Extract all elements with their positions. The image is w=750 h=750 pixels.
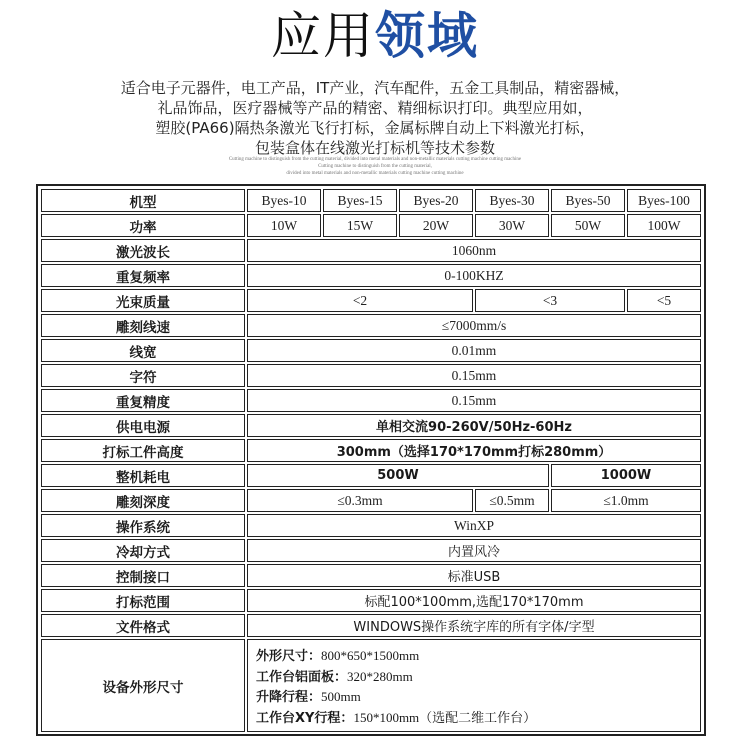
title-part-1: 应用	[271, 7, 375, 65]
row-label-marking-height: 打标工件高度	[41, 439, 245, 462]
dimension-value: 800*650*1500mm	[321, 647, 420, 663]
beam-quality-cell: <2	[247, 289, 473, 312]
power-supply-value: 单相交流90-260V/50Hz-60Hz	[247, 414, 701, 437]
page-title	[0, 6, 750, 66]
model-cell: Byes-10	[247, 189, 321, 212]
precision-value: 0.15mm	[247, 389, 701, 412]
cooling-value: 内置风冷	[247, 539, 701, 562]
power-cell: 10W	[247, 214, 321, 237]
dimensions-value	[247, 639, 701, 732]
dimension-line	[256, 686, 361, 705]
power-consumption-cell: 1000W	[551, 464, 701, 487]
intro-line: 适合电子元器件，电工产品，IT产业，汽车配件，五金工具制品，精密器械，	[120, 79, 630, 97]
spec-table	[36, 184, 706, 736]
character-value: 0.15mm	[247, 364, 701, 387]
row-label-engraving-speed: 雕刻线速	[41, 314, 245, 337]
row-label-line-width: 线宽	[41, 339, 245, 362]
row-label-wavelength: 激光波长	[41, 239, 245, 262]
row-label-power: 功率	[41, 214, 245, 237]
power-cell: 50W	[551, 214, 625, 237]
beam-quality-cell: <5	[627, 289, 701, 312]
title-part-2: 领域	[375, 7, 479, 65]
row-label-precision: 重复精度	[41, 389, 245, 412]
dimension-value: 500mm	[321, 689, 361, 705]
engraving-depth-cell: ≤0.3mm	[247, 489, 473, 512]
wavelength-value: 1060nm	[247, 239, 701, 262]
intro-paragraph	[40, 78, 710, 158]
marking-height-value: 300mm（选择170*170mm打标280mm）	[247, 439, 701, 462]
dimension-key: 工作台XY行程：	[256, 711, 354, 727]
power-cell: 100W	[627, 214, 701, 237]
row-label-os: 操作系统	[41, 514, 245, 537]
line-width-value: 0.01mm	[247, 339, 701, 362]
dimension-value: 150*100mm（选配二维工作台）	[353, 710, 537, 726]
engraving-speed-value: ≤7000mm/s	[247, 314, 701, 337]
row-label-frequency: 重复频率	[41, 264, 245, 287]
engraving-depth-cell: ≤0.5mm	[475, 489, 549, 512]
row-label-cooling: 冷却方式	[41, 539, 245, 562]
dimension-line	[256, 645, 419, 664]
row-label-beam-quality: 光束质量	[41, 289, 245, 312]
frequency-value: 0-100KHZ	[247, 264, 701, 287]
row-label-file-format: 文件格式	[41, 614, 245, 637]
row-label-model: 机型	[41, 189, 245, 212]
fine-print-line: divided into metal materials and non-metallic materials cutting machine cutting machine	[286, 171, 464, 176]
power-cell: 20W	[399, 214, 473, 237]
intro-line: 塑胶(PA66)隔热条激光飞行打标，金属标牌自动上下料激光打标，	[155, 119, 595, 137]
model-cell: Byes-20	[399, 189, 473, 212]
model-cell: Byes-30	[475, 189, 549, 212]
beam-quality-cell: <3	[475, 289, 625, 312]
fine-print-line: Cutting machine to distinguish from the cutting material,	[318, 164, 432, 169]
power-consumption-cell: 500W	[247, 464, 549, 487]
fine-print-line: Cutting machine to distinguish from the cutting material, divided into metal materials and non-metallic materials cutting machine cutting machine	[228, 157, 522, 162]
dimension-key: 工作台铝面板：	[256, 669, 348, 685]
row-label-character: 字符	[41, 364, 245, 387]
file-format-value: WINDOWS操作系统字库的所有字体/字型	[247, 614, 701, 637]
dimension-line	[256, 666, 413, 685]
row-label-control-interface: 控制接口	[41, 564, 245, 587]
intro-line: 包装盒体在线激光打标机等技术参数	[254, 139, 495, 157]
row-label-power-consumption: 整机耗电	[41, 464, 245, 487]
model-cell: Byes-15	[323, 189, 397, 212]
dimension-key: 升降行程：	[256, 690, 322, 706]
control-interface-value: 标准USB	[247, 564, 701, 587]
marking-range-value: 标配100*100mm,选配170*170mm	[247, 589, 701, 612]
model-cell: Byes-100	[627, 189, 701, 212]
power-cell: 30W	[475, 214, 549, 237]
model-cell: Byes-50	[551, 189, 625, 212]
dimension-key: 外形尺寸：	[256, 648, 322, 664]
dimension-value: 320*280mm	[347, 668, 413, 684]
intro-line: 礼品饰品，医疗器械等产品的精密、精细标识打印。典型应用如，	[157, 99, 593, 117]
row-label-marking-range: 打标范围	[41, 589, 245, 612]
row-label-dimensions: 设备外形尺寸	[41, 639, 245, 732]
row-label-power-supply: 供电电源	[41, 414, 245, 437]
power-cell: 15W	[323, 214, 397, 237]
row-label-engraving-depth: 雕刻深度	[41, 489, 245, 512]
fine-print	[100, 156, 650, 177]
engraving-depth-cell: ≤1.0mm	[551, 489, 701, 512]
os-value: WinXP	[247, 514, 701, 537]
dimension-line	[256, 707, 536, 726]
